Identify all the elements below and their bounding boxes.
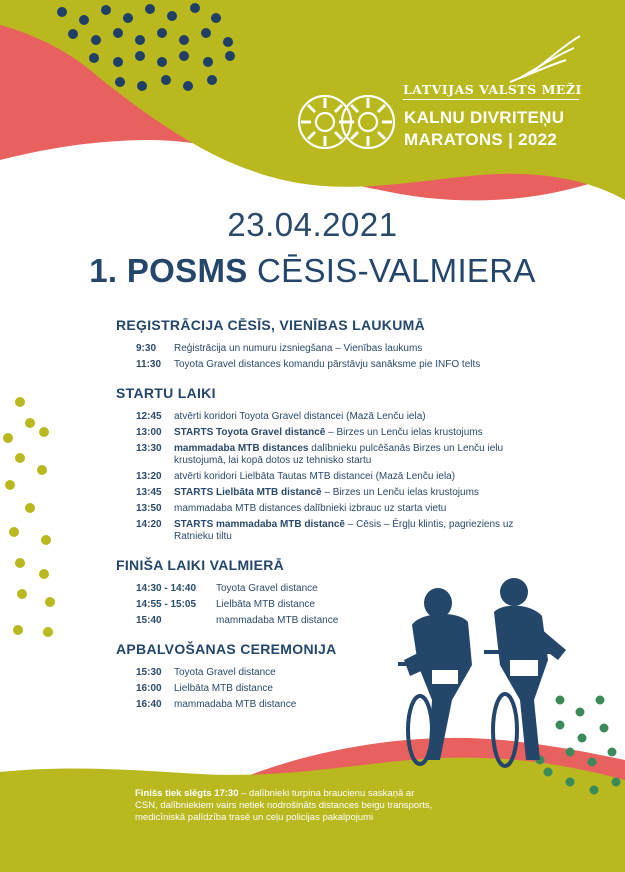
item-time: 12:45 <box>136 411 162 422</box>
item-bold: STARTS Toyota Gravel distancē <box>174 427 326 438</box>
item-text: Lielbāta MTB distance <box>174 683 273 694</box>
item-bold: STARTS mammadaba MTB distancē <box>174 519 345 530</box>
schedule <box>116 317 536 715</box>
event-title <box>0 252 625 290</box>
item-text: Toyota Gravel distance <box>216 583 318 594</box>
item-desc <box>174 427 536 439</box>
section-heading: REĢISTRĀCIJA CĒSĪS, VIENĪBAS LAUKUMĀ <box>116 317 425 333</box>
item-text: – Birzes un Lenču ielas krustojums <box>325 427 483 438</box>
item-text: – Cēsis – Ērgļu klintis, pagrieziens uz Ratnieku tiltu <box>174 519 514 542</box>
section-finish <box>116 557 536 627</box>
item-time: 13:00 <box>136 427 162 438</box>
item-text: mammadaba MTB distance <box>216 615 339 626</box>
item-time: 16:00 <box>136 683 162 694</box>
section-awards <box>116 641 536 711</box>
item-time: 13:30 <box>136 443 162 454</box>
item-text: – Birzes un Lenču ielas krustojums <box>321 487 479 498</box>
item-bold: STARTS Lielbāta MTB distancē <box>174 487 322 498</box>
list-item <box>136 471 536 483</box>
section-starts <box>116 385 536 543</box>
item-text: Lielbāta MTB distance <box>216 599 315 610</box>
list-item <box>136 503 536 515</box>
item-time: 14:30 - 14:40 <box>136 583 197 594</box>
note-bold: Finišs tiek slēgts 17:30 <box>135 788 239 799</box>
list-item <box>136 583 536 595</box>
list-item <box>136 487 536 499</box>
event-date: 23.04.2021 <box>227 206 398 243</box>
item-text: dalībnieku pulcēšanās Birzes un Lenču ielu krustojumā, lai kopā dotos uz tehnisko startu <box>174 443 504 466</box>
item-text: mammadaba MTB distances dalībnieki izbrauc uz starta vietu <box>174 503 447 514</box>
list-item <box>136 411 536 423</box>
list-item <box>136 427 536 439</box>
list-item <box>136 699 536 711</box>
section-heading: FINIŠA LAIKI VALMIERĀ <box>116 557 285 573</box>
list-item <box>136 519 536 543</box>
section-registration <box>116 317 536 371</box>
section-heading: APBALVOŠANAS CEREMONIJA <box>116 641 337 657</box>
brand-tagline: LATVIJAS VALSTS MEŽI <box>403 82 579 100</box>
item-desc <box>174 487 536 499</box>
item-text: Toyota Gravel distance <box>174 667 276 678</box>
item-time: 15:40 <box>136 615 162 626</box>
item-text: Toyota Gravel distances komandu pārstāvju sanāksme pie INFO telts <box>174 359 481 370</box>
note-text: – dalībnieki turpina braucienu saskaņā ar CSN, dalībniekiem vairs netiek nodrošināts distances beigu transports, medicīniskā palīdzība trasē un ceļu policijas pakalpojumi <box>135 788 433 823</box>
list-item <box>136 683 536 695</box>
list-item <box>136 359 536 371</box>
item-time: 14:20 <box>136 519 162 530</box>
list-item <box>136 343 536 355</box>
item-time: 9:30 <box>136 343 157 354</box>
finish-closing-note <box>135 788 435 824</box>
section-heading: STARTU LAIKI <box>116 385 216 401</box>
item-desc <box>174 443 536 467</box>
item-time: 14:55 - 15:05 <box>136 599 197 610</box>
list-item <box>136 599 536 611</box>
list-item <box>136 443 536 467</box>
item-time: 13:45 <box>136 487 162 498</box>
event-title-stage: 1. POSMS <box>89 252 248 289</box>
item-text: mammadaba MTB distance <box>174 699 297 710</box>
item-time: 13:50 <box>136 503 162 514</box>
item-time: 15:30 <box>136 667 162 678</box>
event-title-route: CĒSIS-VALMIERA <box>247 252 536 289</box>
item-desc <box>174 519 536 543</box>
list-item <box>136 667 536 679</box>
item-text: atvērti koridori Toyota Gravel distancei (Mazā Lenču iela) <box>174 411 426 422</box>
item-time: 16:40 <box>136 699 162 710</box>
brand-title-line1: KALNU DIVRITEŅU <box>404 108 565 127</box>
item-bold: mammadaba MTB distances <box>174 443 309 454</box>
brand-title-line2: MARATONS | 2022 <box>404 130 558 149</box>
list-item <box>136 615 536 627</box>
item-text: atvērti koridori Lielbāta Tautas MTB distancei (Mazā Lenču iela) <box>174 471 456 482</box>
item-time: 13:20 <box>136 471 162 482</box>
item-time: 11:30 <box>136 359 162 370</box>
item-text: Reģistrācija un numuru izsniegšana – Vienības laukums <box>174 343 423 354</box>
